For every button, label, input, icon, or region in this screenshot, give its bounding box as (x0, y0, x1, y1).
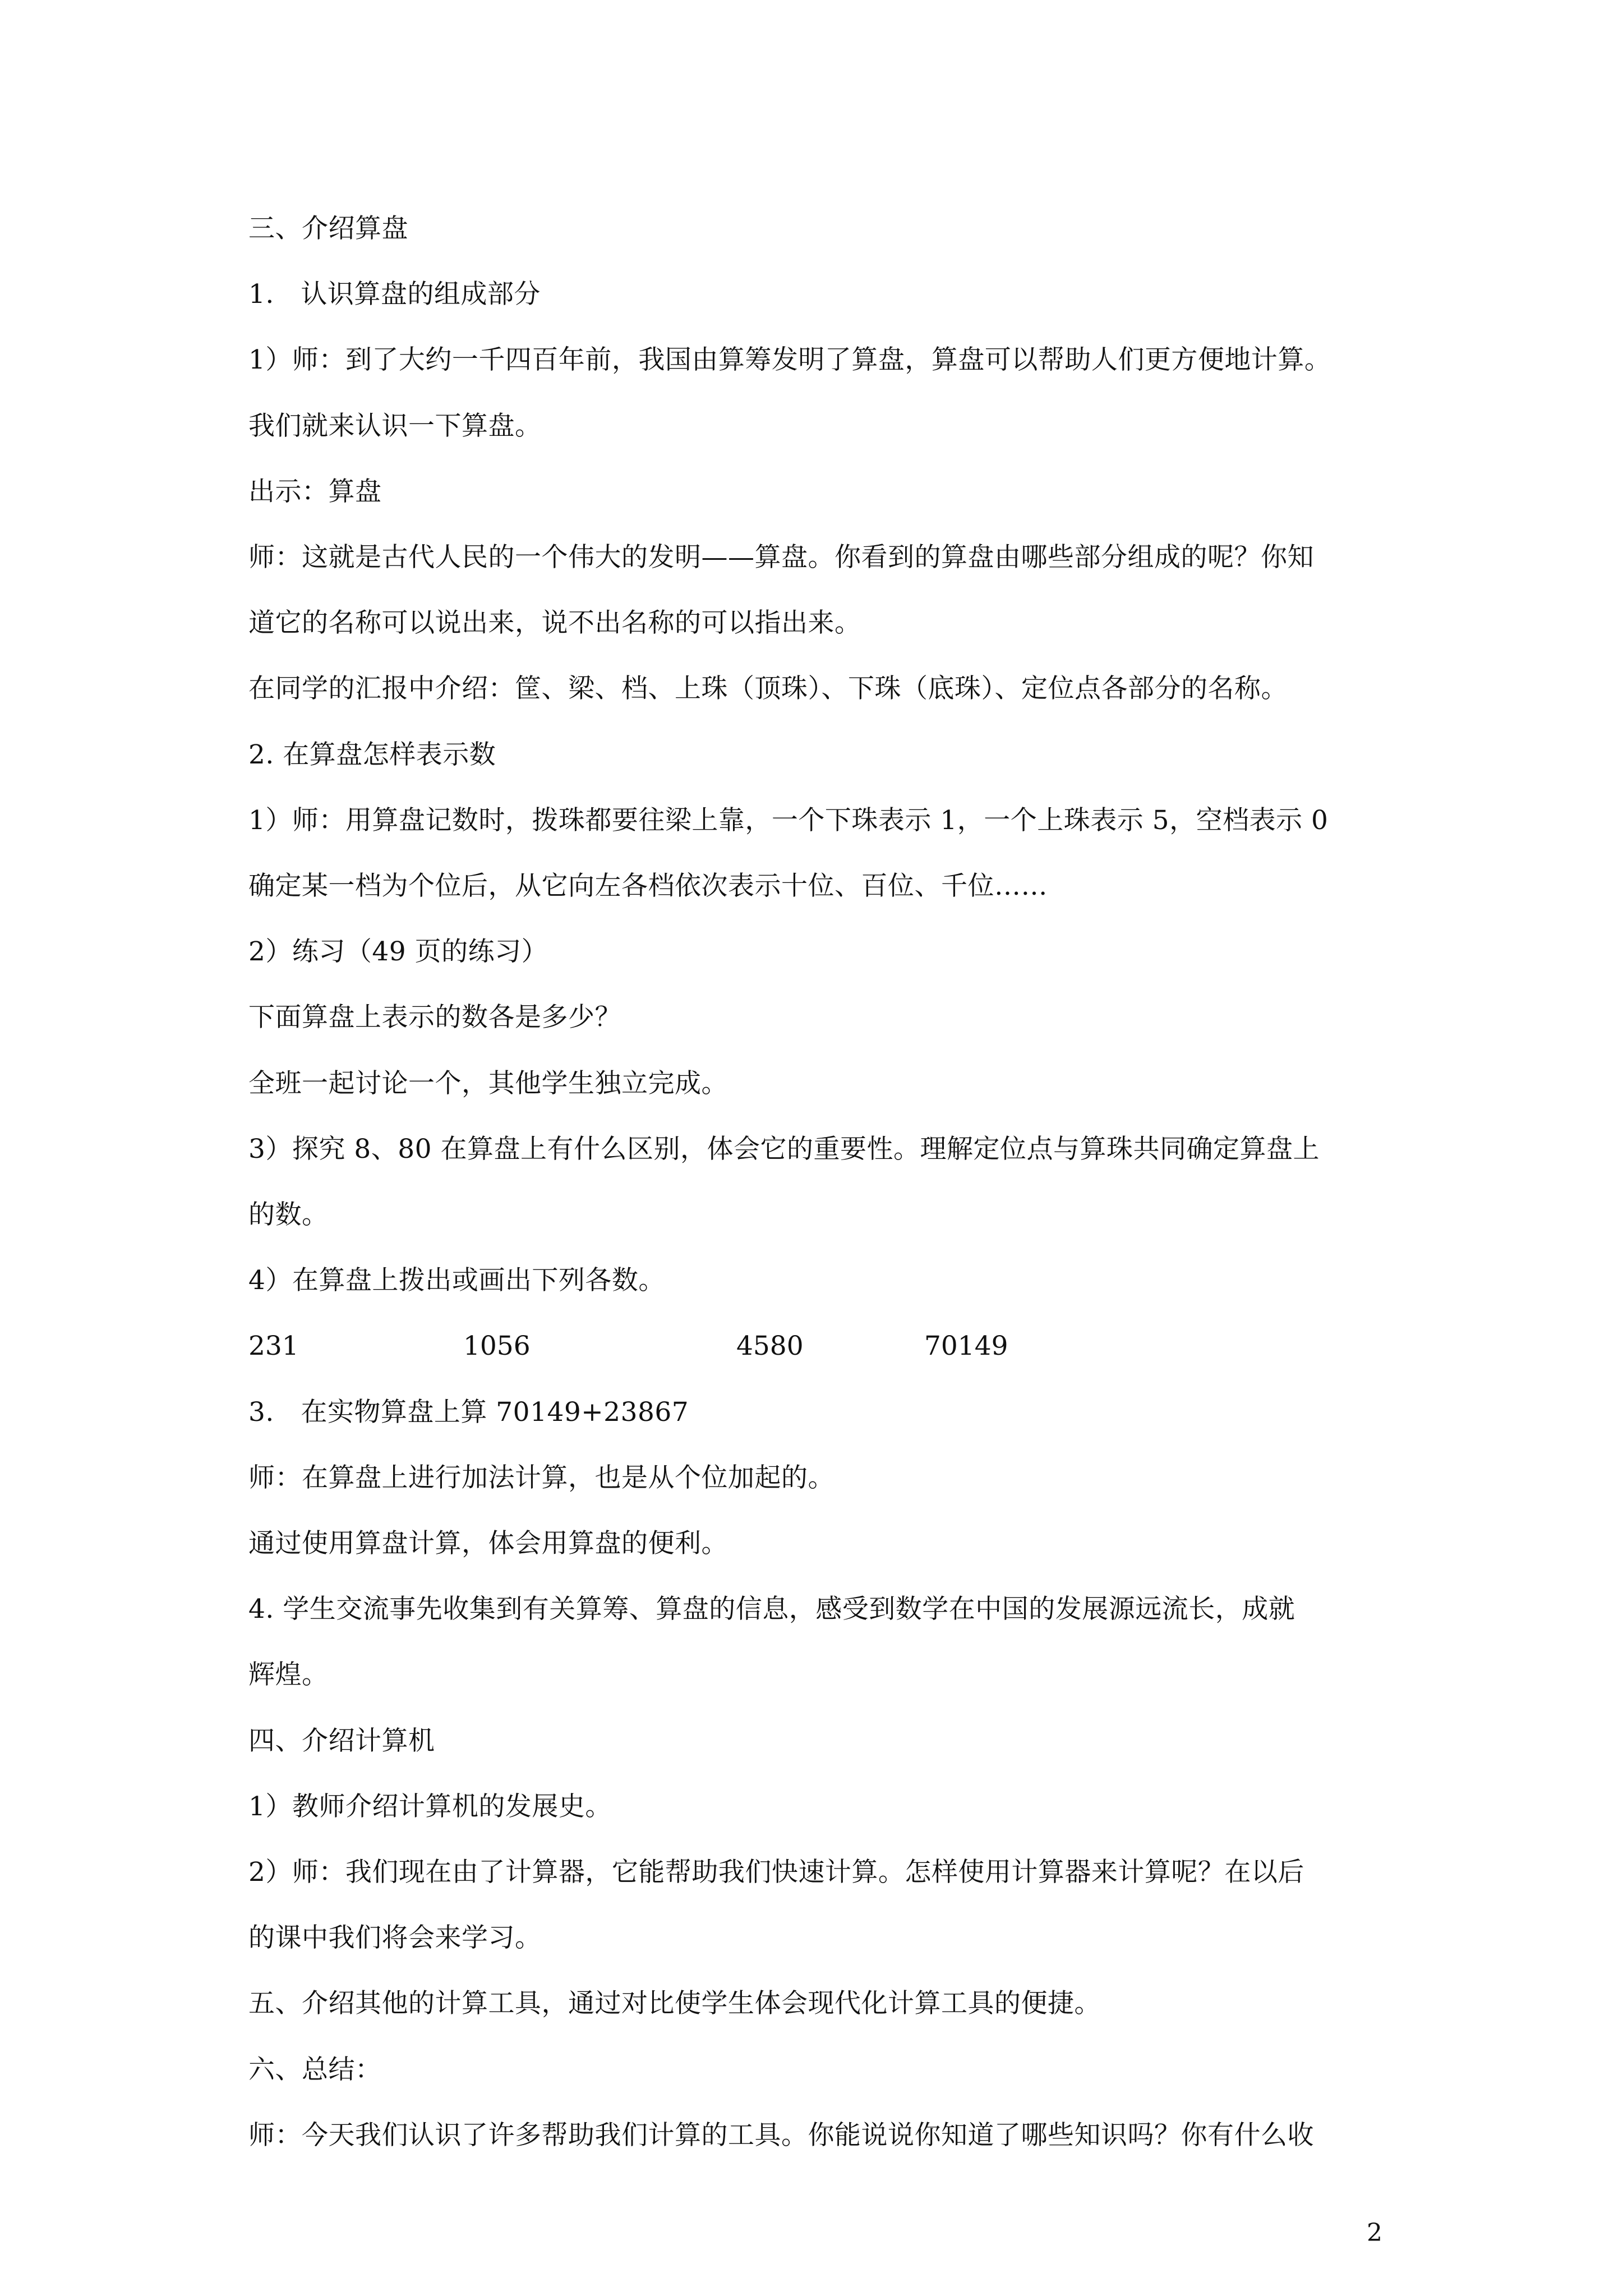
number-item: 70149 (924, 1331, 1008, 1361)
page-number: 2 (1367, 2219, 1382, 2247)
section-heading-computer: 四、介绍计算机 (248, 1726, 435, 1756)
paragraph-line: 2）师：我们现在由了计算器，它能帮助我们快速计算。怎样使用计算器来计算呢？在以后 (248, 1857, 1304, 1888)
paragraph-line: 2）练习（49 页的练习） (248, 936, 548, 967)
paragraph-line: 出示：算盘 (248, 476, 382, 507)
paragraph-line: 的数。 (248, 1199, 329, 1230)
paragraph-line: 4）在算盘上拨出或画出下列各数。 (248, 1265, 665, 1296)
paragraph-line: 六、总结： (248, 2054, 382, 2085)
paragraph-line: 师：在算盘上进行加法计算，也是从个位加起的。 (248, 1462, 834, 1493)
paragraph-line: 3）探究 8、80 在算盘上有什么区别，体会它的重要性。理解定位点与算珠共同确定算盘上 (248, 1134, 1320, 1165)
paragraph-line: 1）教师介绍计算机的发展史。 (248, 1791, 612, 1822)
paragraph-line: 2. 在算盘怎样表示数 (248, 739, 496, 770)
paragraph-line: 的课中我们将会来学习。 (248, 1922, 542, 1953)
paragraph-line: 师：这就是古代人民的一个伟大的发明——算盘。你看到的算盘由哪些部分组成的呢？你知 (248, 542, 1314, 573)
paragraph-line: 1）师：到了大约一千四百年前，我国由算筹发明了算盘，算盘可以帮助人们更方便地计算。 (248, 344, 1331, 375)
number-item: 231 (248, 1331, 299, 1361)
paragraph-line: 五、介绍其他的计算工具，通过对比使学生体会现代化计算工具的便捷。 (248, 1988, 1101, 2019)
paragraph-line: 我们就来认识一下算盘。 (248, 411, 542, 441)
paragraph-line: 确定某一档为个位后，从它向左各档依次表示十位、百位、千位…… (248, 871, 1048, 901)
paragraph-line: 1. 认识算盘的组成部分 (248, 279, 541, 310)
paragraph-line: 在同学的汇报中介绍：筐、梁、档、上珠（顶珠）、下珠（底珠）、定位点各部分的名称。 (248, 673, 1288, 704)
paragraph-line: 全班一起讨论一个，其他学生独立完成。 (248, 1068, 728, 1099)
paragraph-line: 通过使用算盘计算，体会用算盘的便利。 (248, 1528, 728, 1559)
paragraph-line: 道它的名称可以说出来，说不出名称的可以指出来。 (248, 608, 861, 638)
paragraph-line: 3. 在实物算盘上算 70149+23867 (248, 1397, 689, 1428)
paragraph-line: 下面算盘上表示的数各是多少？ (248, 1002, 621, 1033)
paragraph-line: 师：今天我们认识了许多帮助我们计算的工具。你能说说你知道了哪些知识吗？你有什么收 (248, 2120, 1314, 2151)
paragraph-line: 4. 学生交流事先收集到有关算筹、算盘的信息，感受到数学在中国的发展源远流长，成就 (248, 1594, 1295, 1625)
number-item: 4580 (736, 1331, 804, 1361)
paragraph-line: 1）师：用算盘记数时，拨珠都要往梁上靠，一个下珠表示 1，一个上珠表示 5，空档表示 0 (248, 805, 1329, 836)
section-heading-abacus: 三、介绍算盘 (248, 213, 408, 244)
number-item: 1056 (463, 1331, 531, 1361)
paragraph-line: 辉煌。 (248, 1659, 329, 1690)
